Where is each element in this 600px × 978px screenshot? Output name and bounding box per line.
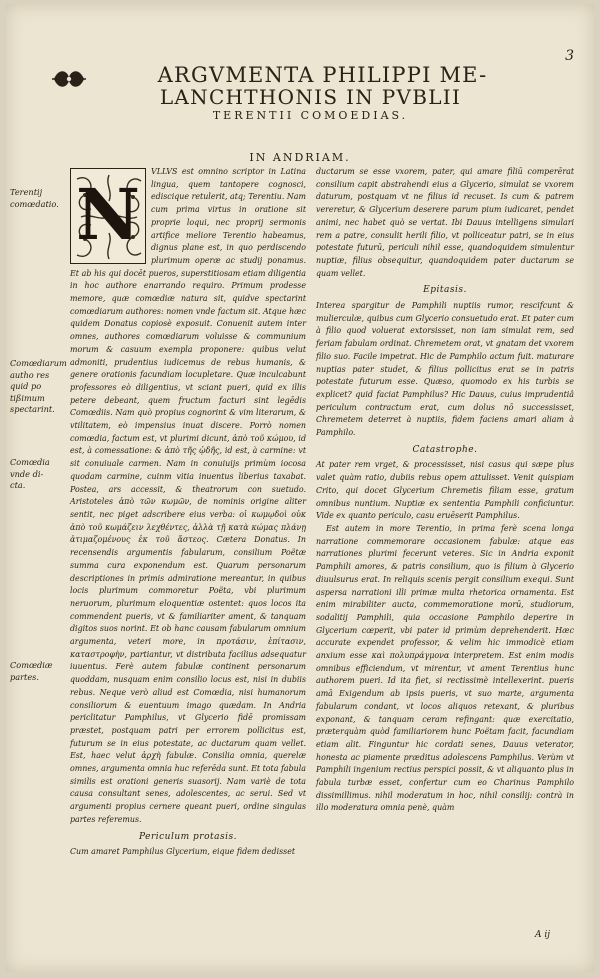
initial-letter: N [76,173,140,256]
book-page [6,4,594,972]
margin-note-2: Comœdiarum autho res quid po tißimum spectarint. [10,358,67,414]
left-paragraph-2: Cum amaret Pamphilus Glycerium, eique fidem dedisset [70,847,296,857]
right-column [316,166,574,815]
title-line-3: TERENTII COMOEDIAS. [212,109,409,123]
title-line-1: ARGVMENTA PHILIPPI ME- [157,63,488,87]
left-paragraph-1: VLLVS est omnino scriptor in Latina lingua, quem tantopere cognosci, ediscique retulerit, atq; Terentiu. Nam cum prima virtus in oratione sit proprie loqui, nec proprij sermonis artifice meliore Terentio habeamus, dignus plane est, in quo perdiscendo plurimum operæ ac studij ponamus. Et ab his qui docēt pueros, superstitiosam etiam diligentia in hoc authore enarrando requiro. Primum prodesse memore, quæ comœdiæ natura sit, quidve spectarint comœdiarum authores: nomen vnde factum sit. Atque hæc quidem Donatus copiosè exposuit. Conuenit autem inter omnes, authores comœdiarum voluisse & communium morum & casuum exempla proponere: quibus velut admoniti, prudentius iudicemus de rebus humanis, & genere orationis facundiam locupletare. Quæ inculcabunt professores eò diligentius, vt sciant pueri, quid ex illis petere debeant, quem fructum facturi sint legēdis Comœdiis. Nam quò propius cognorint & vim literarum, & vtilitatem, eò impensius inuat discere. Porrò nomen comœdia, factum est, vt plurimi dicunt, ἀπὸ τοῦ κώμου, id est, à comessatione: & ἀπὸ τῆς ᾠδῆς, id est, à carmine: vt sit conuiuale carmen. Nam in conuiuijs primùm iocosa quodam carmine, cuinm vitia inuentus liberius taxabat. Postea, ars accessit, & theatrorum con suetudo. Aristoteles ἀπὸ τῶν κωμῶν, de nominis origine aliter sentit, nec piget adscribere eius verba: οἱ κωμῳδοὶ οὐκ ἀπὸ τοῦ κωμάζειν λεχθέντες, ἀλλὰ τῇ κατὰ κώμας πλάνῃ ἀτιμαζομένους ἐκ τοῦ ἄστεος. Cætera Donatus. In recensendis argumentis fabularum, consilium Poëtæ summa cura exponendum est. Quarum personarum descriptiones in primis admiratione mereantur, in quibus locis plurimum commoretur Poëta, vbi plurimum neruorum, plurimum eloquentiæ ostentet: quos locos ita commendent pueris, vt & familiariter ament, & tanquam digitos suos norint. Et ob hanc causam fabularum omnium argumenta, veteri more, in προτάσιν, ἐπίτασιν, καταστροφὴν, partiantur, vt distributa facilius adsequatur iuuentus. Ferè autem fabulæ continent personarum quoddam, nusquam enim consilio locus est, nisi in dubiis rebus. Neque verò aliud est Comœdia, nisi humanorum consiliorum & euentuum imago quædam. In Andria periclitatur Pamphilus, vt Glycerio fidē promissam præstet, postquam patri per errorem pollicitus est, futurum se in eius potestate, ac ductarum quam vellet. Est, haec velut ἀρχὴ fabulæ. Consilia omnia, querelæ omnes, argumenta omnia huc referēda sunt. Et tota fabula similis est orationi generis suasorij. Nam variè de tota causa consultant senes, adolescentes, ac serui. Sed vt argumenti propius cernere queant pueri, ordine singulas partes referemus. [70,167,306,824]
page-number: 3 [565,48,574,64]
right-paragraph-4: Est autem in more Terentio, in prima ferè scena longa narratione commemorare occasionem fabulæ: atque eas narrationes plurimi fecerunt veteres. Sic in Andria exponit Pamphili amores, & patris consilium, quo is filium à Glycerio diuulsurus erat. In reliquis scenis pergit consilium exequi. Sunt aspersa narrationi illi primæ multa rhetorica ornamenta. Est enim mirabiliter aucta, commemoratione morū, studiorum, sodalitij Pamphili, quia occasione Pamphilo deperire in Glycerium cœperit, vbi pater id primùm deprehenderit. Hæc accurate expendet professor, & velim hic immodicè etiam anxium esse καὶ πολυπράγμονα interpretem. Est enim modis omnibus efficiendum, vt mirentur, vt ament Terentius hunc authorem pueri. Id ita fiet, si rectissimè intellexerint. pueris amā Exigendum ab ipsis pueris, vt suo marte, argumenta fabularum condant, vt locos aliquos retexant, & pluribus exponant, & tanquam ceram refingant: quæ exercitatio, præterquàm quòd familiariorem hunc Poëtam facit, facundiam etiam alit. Finguntur hic cordati senes, Dauus veterator, honesta ac piamente præditus adolescens Pamphilus. Verùm vt Pamphili ingenium rectius perspici possit, & vt aliquanto plus in fabula turbæ esset, confertur cum eo Charinus Pamphilo dissimillimus. nihil moderatum in hoc, nihil consilij: contrà in illo moderatura omnia penè, quàm [316,523,574,813]
catchword: A ij [534,930,550,940]
margin-note-3: Comœdia vnde di-cta. [10,457,50,490]
subheading-catastrophe: Catastrophe. [412,444,478,455]
fleuron-icon [50,66,88,92]
subheading-epitasis: Epitasis. [423,285,467,296]
margin-note-1: Terentij comœdatio. [10,187,59,209]
title-block [58,64,563,122]
bleed-through-text [156,16,456,46]
right-paragraph-2: Interea spargitur de Pamphili nuptiis rumor, rescifcunt & mulierculæ, quibus cum Glycerio consuetudo erat. Et pater cum à filio quod voluerat extorsisset, non iam simulat rem, sed feriam fabulam ordinat. Chremetem orat, vt gnatam det vxorem filio suo. Facile impetrat. Hic de Pamphilo actum fuit. maturare nuptias pater studet, & filius pollicitus erat se in patris potestate futurum esse. Quæso, quomodo ex his turbis se explicet? quid faciat Pamphilus? Hic Dauus, cuius imprudentiâ periculum contractum erat, cum dolus nō successisset, Chremetem deterret à nuptiis, fidem faciens amari aliam à Pamphilo. [316,301,574,438]
subheading-protasis: Periculum protasis. [138,831,237,842]
left-column [70,166,306,859]
right-paragraph-1: ductarum se esse vxorem, pater, qui amare filiū comperērat consilium capit abstrahendi eius a Glycerio, simulat se vxorem daturum, postquam vt ne filius id recuset. Is cum & patrem vereretur, & Glycerium deserere parum pium iudicaret, pendet animi, nec habet quò se vertat. Ibi Dauus intelligens simulari rem a patre, consulit herili filio, vt polliceatur patri, se in eius potestate futurū, periculi nihil esse, quandoquidem simulentur nuptiæ, filius obsequitur, quandoquidem pater ductarum se quam vellet. [316,167,574,278]
section-title: IN ANDRIAM. [249,151,351,164]
margin-note-4: Comœdiæ partes. [10,660,53,682]
right-paragraph-3: At pater rem vrget, & processisset, nisi casus qui sæpe plus valet quàm ratio, dubiis rebus opem attulisset. Venit quispiam Crito, qui docet Glycerium Chremetis filiam esse, gratum omnibus nuntium. Nuptiæ ex sententia Pamphili conficiuntur. Vide ex quanto periculo, casu eruēserit Pamphilus. [316,460,574,521]
title-line-2: LANCHTHONIS IN PVBLII [159,84,462,109]
decorated-initial [70,168,146,264]
